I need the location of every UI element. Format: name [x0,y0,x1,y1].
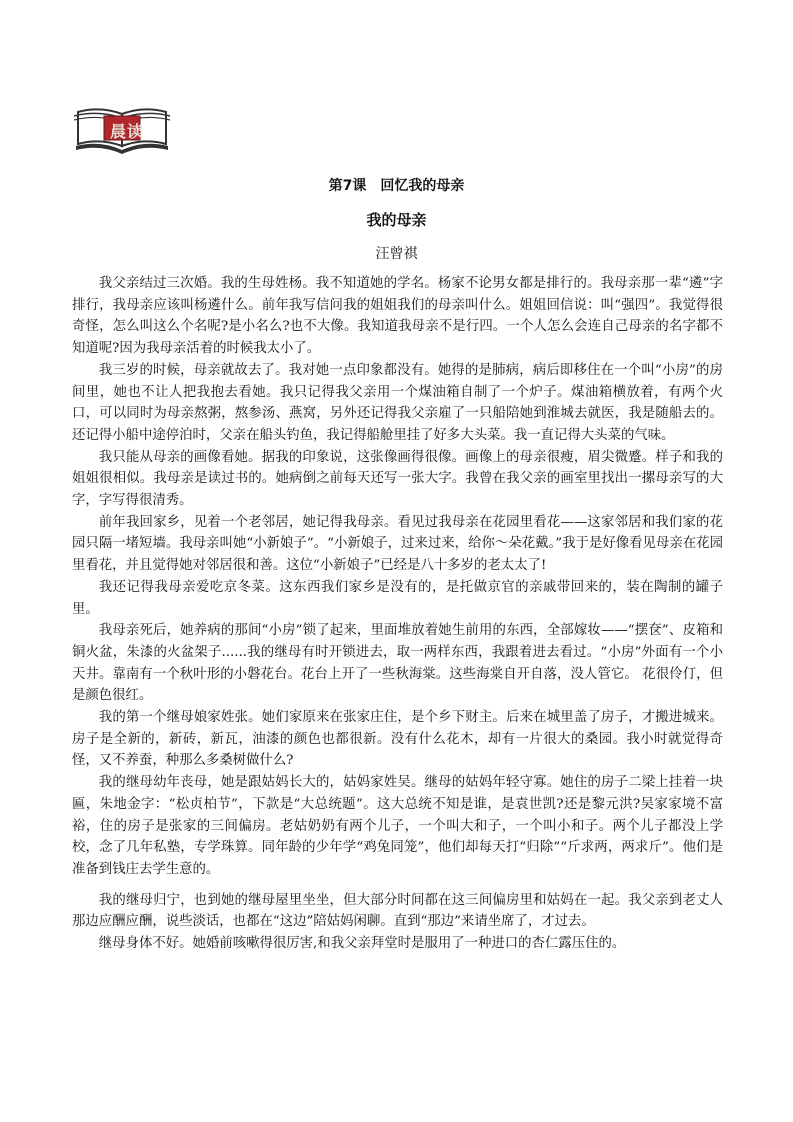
paragraph: 前年我回家乡，见着一个老邻居，她记得我母亲。看见过我母亲在花园里看花——这家邻居和我们家的花园只隔一堵短墙。我母亲叫她“小新娘子”。“小新娘子，过来过来，给你～朵花戴。”我于是好像看见母亲在花园里看花，并且觉得她对邻居很和善。这位“小新娘子”已经是八十多岁的老太太了! [72,514,723,574]
essay-title: 我的母亲 [366,211,427,229]
paragraph: 我的第一个继母娘家姓张。她们家原来在张家庄住，是个乡下财主。后来在城里盖了房子，才搬进城来。房子是全新的，新砖，新瓦，油漆的颜色也都很新。没有什么花木，却有一片很大的桑园。我小时就觉得奇怪，又不养蚕，种那么多桑树做什么? [72,710,723,769]
paragraph: 我还记得我母亲爱吃京冬菜。这东西我们家乡是没有的，是托做京官的亲戚带回来的，装在陶制的罐子里。 [72,579,723,617]
paragraph: 我三岁的时候，母亲就故去了。我对她一点印象都没有。她得的是肺病，病后即移住在一个叫“小房”的房间里，她也不让人把我抱去看她。我只记得我父亲用一个煤油箱自制了一个炉子。煤油箱横放着，有两个火口，可以同时为母亲熬粥，熬参汤、燕窝，另外还记得我父亲雇了一只船陪她到淮城去就医，我是随船去的。还记得小船中途停泊时，父亲在船头钓鱼，我记得船舱里挂了好多大头菜。我一直记得大头菜的气味。 [72,362,723,443]
lesson-title [0,175,793,195]
lesson-name: 回忆我的母亲 [380,178,465,194]
author-name: 汪曾祺 [375,246,418,262]
paragraph: 我母亲死后，她养病的那间“小房”锁了起来，里面堆放着她生前用的东西，全部嫁妆——“摆奁”、皮箱和铜火盆，朱漆的火盆架子......我的继母有时开锁进去，取一两样东西，我跟着进去看过。“小房”外面有一个小天井。靠南有一个秋叶形的小磐花台。花台上开了一些秋海棠。这些海棠自开自落，没人管它。 花很伶仃，但是颜色很红。 [72,623,723,704]
essay-body [72,273,723,955]
paragraph: 我的继母归宁，也到她的继母屋里坐坐，但大部分时间都在这三间偏房里和姑妈在一起。我父亲到老丈人那边应酬应酬，说些淡话，也都在“这边”陪姑妈闲聊。直到“那边”来请坐席了，才过去。 [72,892,723,930]
paragraph: 我只能从母亲的画像看她。据我的印象说，这张像画得很像。画像上的母亲很瘦，眉尖微蹙。样子和我的姐姐很相似。我母亲是读过书的。她病倒之前每天还写一张大字。我曾在我父亲的画室里找出一摞母亲写的大字，字写得很清秀。 [72,449,723,509]
paragraph: 我父亲结过三次婚。我的生母姓杨。我不知道她的学名。杨家不论男女都是排行的。我母亲那一辈“遴”字排行，我母亲应该叫杨遴什么。前年我写信问我的姐姐我们的母亲叫什么。姐姐回信说：叫“强四”。我觉得很奇怪，怎么叫这么个名呢?是小名么?也不大像。我知道我母亲不是行四。一个人怎么会连自己母亲的名字都不知道呢?因为我母亲活着的时候我太小了。 [72,276,723,357]
lesson-number: 第7课 [328,178,367,194]
paragraph: 继母身体不好。她婚前咳嗽得很厉害,和我父亲拜堂时是服用了一种进口的杏仁露压住的。 [98,936,626,952]
paragraph: 我的继母幼年丧母，她是跟姑妈长大的，姑妈家姓吴。继母的姑妈年轻守寡。她住的房子二梁上挂着一块匾，朱地金字：“松贞柏节”，下款是“大总统题”。这大总统不知是谁，是袁世凯?还是黎元洪?吴家家境不富裕，住的房子是张家的三间偏房。老姑奶奶有两个儿子，一个叫大和子，一个叫小和子。两个儿子都没上学校，念了几年私塾，专学珠算。同年龄的少年学“鸡兔同笼”，他们却每天打“归除”“斤求两，两求斤”。他们是准备到钱庄去学生意的。 [72,775,723,877]
logo-text: 晨读 [110,122,145,141]
